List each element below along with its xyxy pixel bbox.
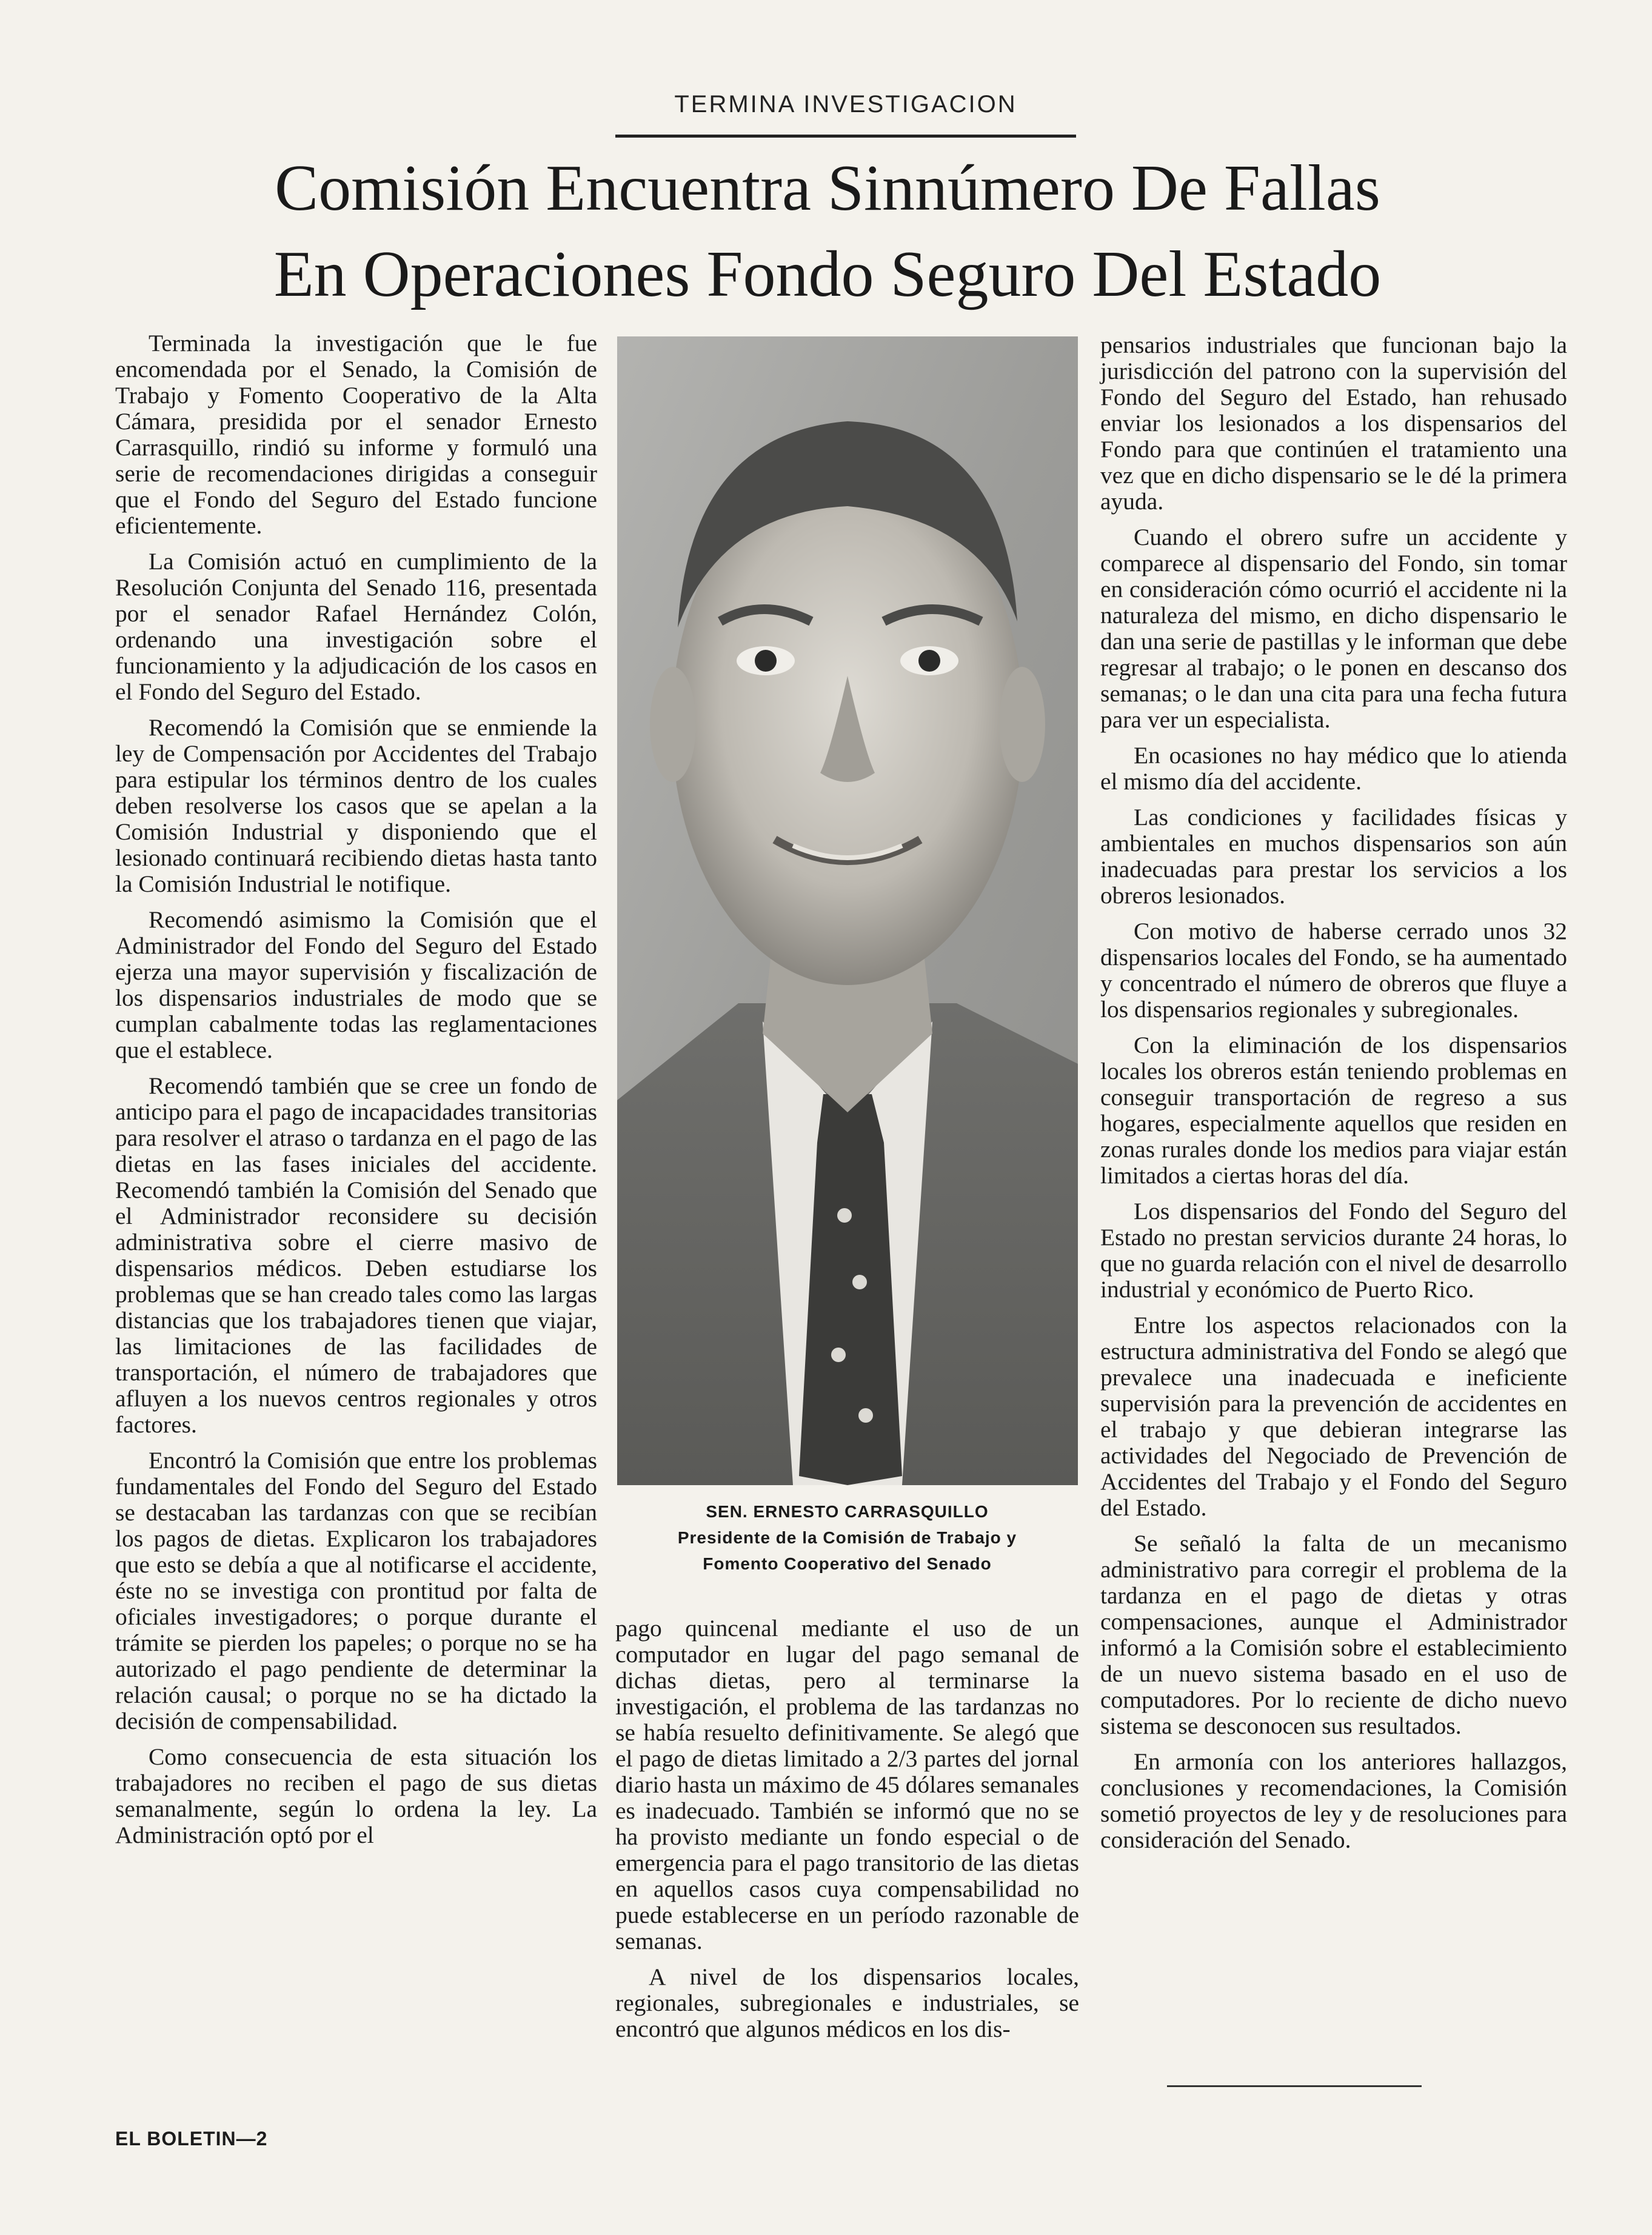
paragraph: En armonía con los anteriores hallazgos, conclusiones y recomendaciones, la Comisión sometió proyectos de ley y de resoluciones para consideración del Senado. <box>1100 1748 1567 1853</box>
column-2 <box>615 1615 1079 2052</box>
paragraph: Con motivo de haberse cerrado unos 32 dispensarios locales del Fondo, se ha aumentado y concentrado el número de obreros que fluye a los dispensarios regionales y subregionales. <box>1100 918 1567 1023</box>
end-of-article-rule <box>1167 2085 1422 2087</box>
paragraph: En ocasiones no hay médico que lo atienda el mismo día del accidente. <box>1100 742 1567 795</box>
paragraph: Encontró la Comisión que entre los problemas fundamentales del Fondo del Seguro del Estado se destacaban las tardanzas con que se recibían los pagos de dietas. Explicaron los trabajadores que esto se debía a que al notificarse el accidente, éste no se investiga con prontitud por falta de oficiales investigadores; o porque durante el trámite se pierden los papeles; o porque no se ha autorizado el pago pendiente de determinar la relación causal; o porque no se ha dictado la decisión de compensabilidad. <box>115 1447 597 1734</box>
column-1 <box>115 330 597 1858</box>
paragraph: La Comisión actuó en cumplimiento de la Resolución Conjunta del Senado 116, presentada por el senador Rafael Hernández Colón, ordenando una investigación sobre el funcionamiento y la adjudicación de los casos en el Fondo del Seguro del Estado. <box>115 548 597 705</box>
headline <box>121 145 1534 318</box>
paragraph: Recomendó asimismo la Comisión que el Administrador del Fondo del Seguro del Estado ejerza una mayor supervisión y fiscalización de los dispensarios industriales de modo que se cumplan cabalmente todas las reglamentaciones que el establece. <box>115 906 597 1063</box>
caption-title-line-2: Fomento Cooperativo del Senado <box>703 1554 992 1573</box>
paragraph: Se señaló la falta de un mecanismo administrativo para corregir el problema de la tardanza en el pago de dietas y otras compensaciones, aunque el Administrador informó a la Comisión sobre el establecimiento de un nuevo sistema basado en el uso de computadores. Por lo reciente de dicho nuevo sistema se desconocen sus resultados. <box>1100 1530 1567 1739</box>
paragraph: Recomendó también que se cree un fondo de anticipo para el pago de incapacidades transitorias para resolver el atraso o tardanza en el pago de las dietas en las fases iniciales del accidente. Recomendó también la Comisión del Senado que el Administrador reconsidere su decisión administrativa sobre el cierre masivo de dispensarios médicos. Deben estudiarse los problemas que se han creado tales como las largas distancias que los trabajadores tienen que viajar, las limitaciones de las facilidades de transportación, el número de trabajadores que afluyen a los nuevos centros regionales y otros factores. <box>115 1072 597 1438</box>
caption-title-line-1: Presidente de la Comisión de Trabajo y <box>677 1528 1017 1547</box>
headline-line-2: En Operaciones Fondo Seguro Del Estado <box>273 238 1382 310</box>
kicker-rule <box>615 135 1076 138</box>
column-3 <box>1100 332 1567 1863</box>
paragraph: Con la eliminación de los dispensarios locales los obreros están teniendo problemas en conseguir transportación de regreso a sus hogares, especialmente aquellos que residen en zonas rurales donde los medios para viajar están limitados a ciertas horas del día. <box>1100 1032 1567 1189</box>
headline-line-1: Comisión Encuentra Sinnúmero De Fallas <box>275 152 1380 224</box>
caption-name: SEN. ERNESTO CARRASQUILLO <box>706 1502 989 1521</box>
paragraph: Como consecuencia de esta situación los trabajadores no reciben el pago de sus dietas semanalmente, según lo ordena la ley. La Administración optó por el <box>115 1743 597 1848</box>
page-footer: EL BOLETIN—2 <box>115 2128 268 2150</box>
paragraph: Los dispensarios del Fondo del Seguro del Estado no prestan servicios durante 24 horas, lo que no guarda relación con el nivel de desarrollo industrial y económico de Puerto Rico. <box>1100 1198 1567 1303</box>
portrait-photo <box>617 336 1078 1485</box>
paragraph: Las condiciones y facilidades físicas y ambientales en muchos dispensarios son aún inadecuadas para prestar los servicios a los obreros lesionados. <box>1100 804 1567 909</box>
paragraph: Recomendó la Comisión que se enmiende la ley de Compensación por Accidentes del Trabajo para estipular los términos dentro de los cuales deben resolverse los casos que se apelan a la Comisión Industrial y disponiendo que el lesionado continuará recibiendo dietas hasta tanto la Comisión Industrial le notifique. <box>115 714 597 897</box>
paragraph: pago quincenal mediante el uso de un computador en lugar del pago semanal de dichas dietas, pero al terminarse la investigación, el problema de las tardanzas no se había resuelto definitivamente. Se alegó que el pago de dietas limitado a 2/3 partes del jornal diario hasta un máximo de 45 dólares semanales es inadecuado. También se informó que no se ha provisto mediante un fondo especial o de emergencia para el pago transitorio de las dietas en aquellos casos cuya compensabilidad no puede establecerse en un período razonable de semanas. <box>615 1615 1079 1954</box>
paragraph: Cuando el obrero sufre un accidente y comparece al dispensario del Fondo, sin tomar en consideración cómo ocurrió el accidente ni la naturaleza del mismo, en dicho dispensario le dan una serie de pastillas y le informan que debe regresar al trabajo; o le ponen en descanso dos semanas; o le dan una cita para una fecha futura para ver un especialista. <box>1100 524 1567 733</box>
paragraph: Terminada la investigación que le fue encomendada por el Senado, la Comisión de Trabajo y Fomento Cooperativo de la Alta Cámara, presidida por el senador Ernesto Carrasquillo, rindió su informe y formuló una serie de recomendaciones dirigidas a conseguir que el Fondo del Seguro del Estado funcione eficientemente. <box>115 330 597 539</box>
paragraph: Entre los aspectos relacionados con la estructura administrativa del Fondo se alegó que prevalece una inadecuada e ineficiente supervisión para la prevención de accidentes en el trabajo y que debieran integrarse las actividades del Negociado de Prevención de Accidentes del Trabajo y el Fondo del Seguro del Estado. <box>1100 1312 1567 1521</box>
photo-caption <box>615 1498 1079 1577</box>
paragraph: pensarios industriales que funcionan bajo la jurisdicción del patrono con la supervisión del Fondo del Seguro del Estado, han rehusado enviar los lesionados a los dispensarios del Fondo para que continúen el tratamiento una vez que en dicho dispensario se le dé la primera ayuda. <box>1100 332 1567 515</box>
paragraph: A nivel de los dispensarios locales, regionales, subregionales e industriales, se encontró que algunos médicos en los dis- <box>615 1963 1079 2042</box>
article-kicker: TERMINA INVESTIGACION <box>674 91 1017 118</box>
